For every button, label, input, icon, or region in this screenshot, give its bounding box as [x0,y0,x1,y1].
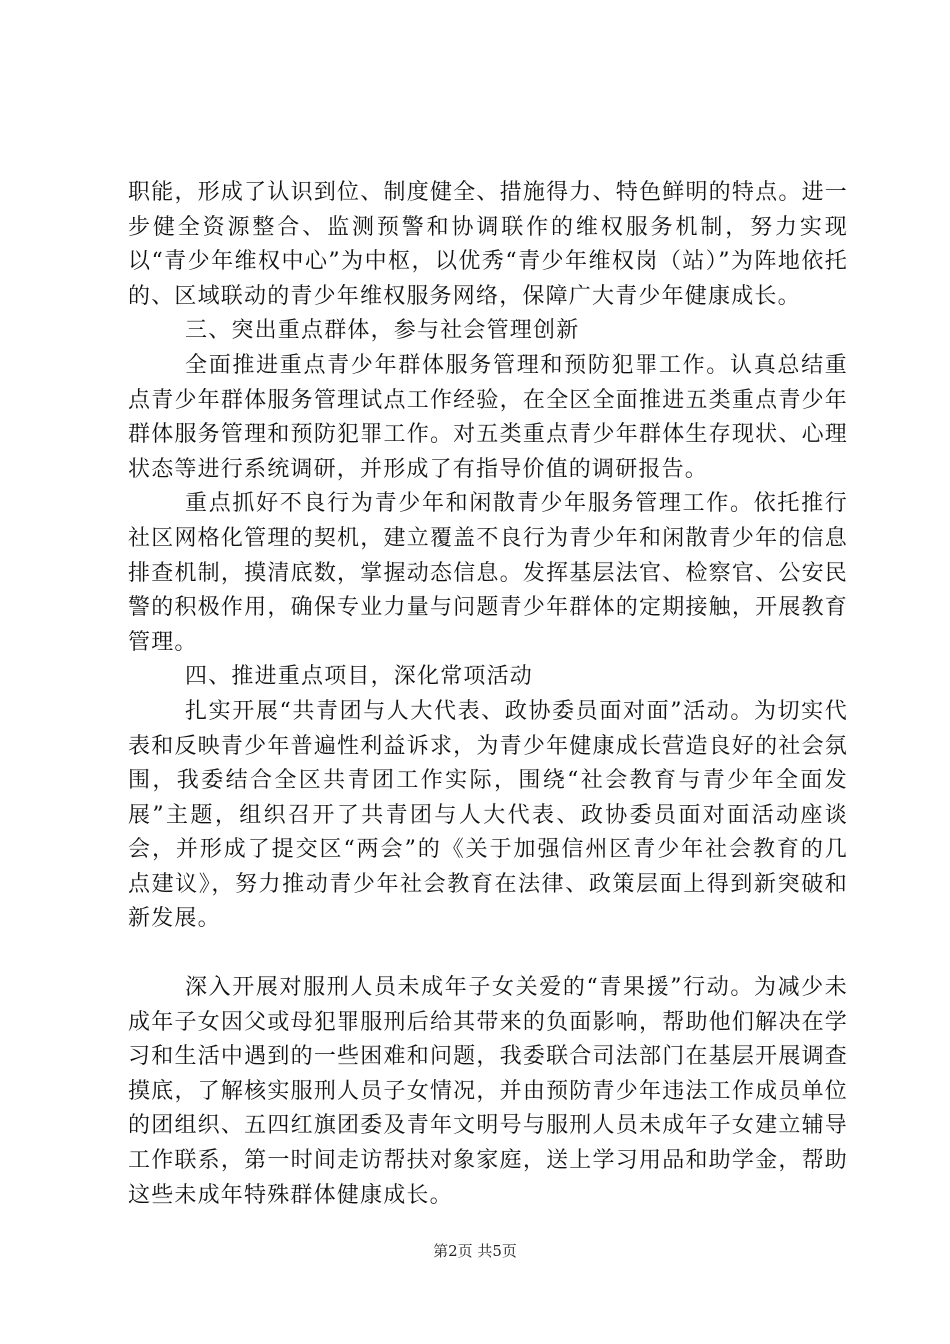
paragraph: 重点抓好不良行为青少年和闲散青少年服务管理工作。依托推行社区网格化管理的契机，建立覆盖不良行为青少年和闲散青少年的信息排查机制，摸清底数，掌握动态信息。发挥基层法官、检察官、公安民警的积极作用，确保专业力量与问题青少年群体的定期接触，开展教育管理。 [128,491,848,655]
paragraph: 深入开展对服刑人员未成年子女关爱的“青果援”行动。为减少未成年子女因父或母犯罪服刑后给其带来的负面影响，帮助他们解决在学习和生活中遇到的一些困难和问题，我委联合司法部门在基层开展调查摸底，了解核实服刑人员子女情况，并由预防青少年违法工作成员单位的团组织、五四红旗团委及青年文明号与服刑人员未成年子女建立辅导工作联系，第一时间走访帮扶对象家庭，送上学习用品和助学金，帮助这些未成年特殊群体健康成长。 [128,975,848,1208]
section-heading-4: 四、推进重点项目，深化常项活动 [185,664,534,690]
paragraph: 扎实开展“共青团与人大代表、政协委员面对面”活动。为切实代表和反映青少年普遍性利益诉求，为青少年健康成长营造良好的社会氛围，我委结合全区共青团工作实际，围绕“社会教育与青少年全面发展”主题，组织召开了共青团与人大代表、政协委员面对面活动座谈会，并形成了提交区“两会”的《关于加强信州区青少年社会教育的几点建议》，努力推动青少年社会教育在法律、政策层面上得到新突破和新发展。 [128,698,848,932]
paragraph-continuation: 职能，形成了认识到位、制度健全、措施得力、特色鲜明的特点。进一步健全资源整合、监测预警和协调联作的维权服务机制，努力实现以“青少年维权中心”为中枢，以优秀“青少年维权岗（站）”为阵地依托的、区域联动的青少年维权服务网络，保障广大青少年健康成长。 [128,180,848,309]
section-heading-3: 三、突出重点群体，参与社会管理创新 [185,318,580,344]
paragraph: 全面推进重点青少年群体服务管理和预防犯罪工作。认真总结重点青少年群体服务管理试点工作经验，在全区全面推进五类重点青少年群体服务管理和预防犯罪工作。对五类重点青少年群体生存现状、心理状态等进行系统调研，并形成了有指导价值的调研报告。 [128,352,848,482]
document-body [128,176,848,1213]
page-number-footer: 第2页 共5页 [433,1242,517,1260]
